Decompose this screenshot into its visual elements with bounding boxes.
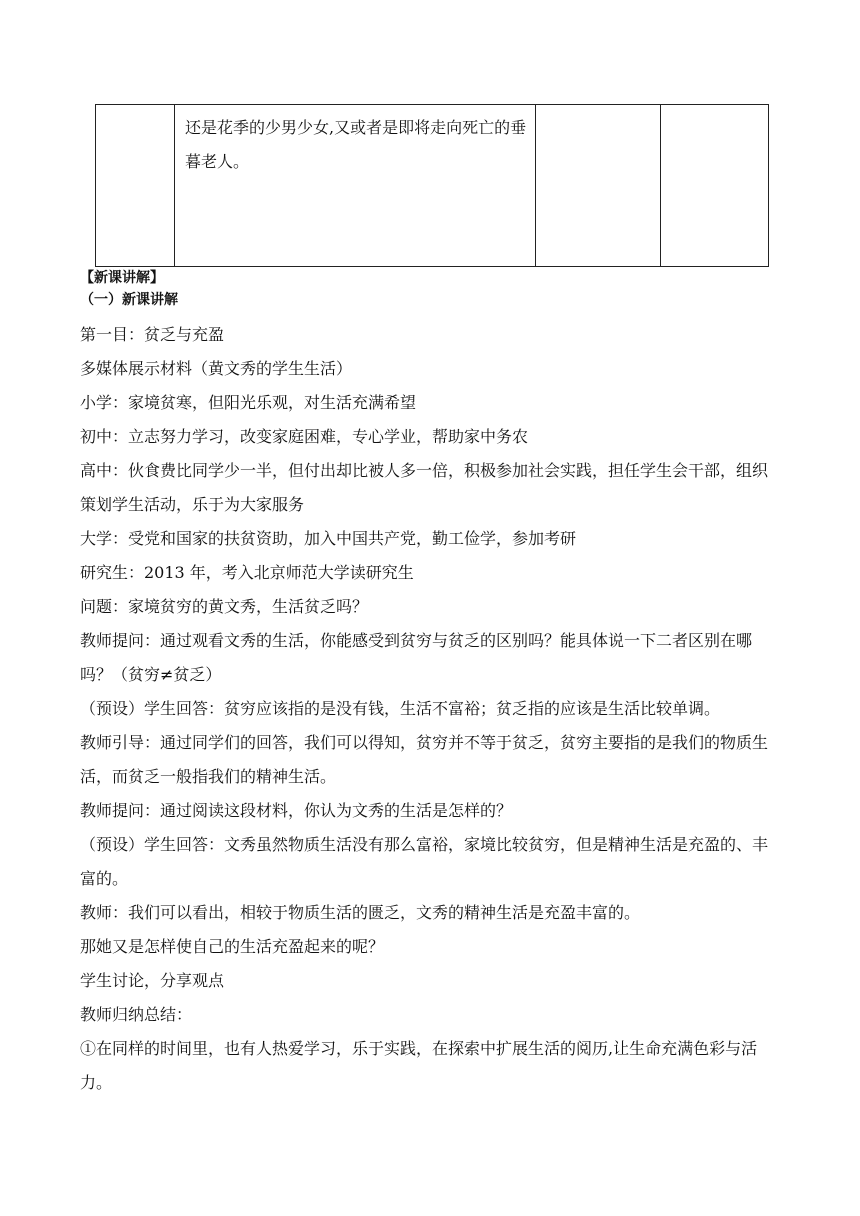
paragraph: 那她又是怎样使自己的生活充盈起来的呢？: [80, 937, 385, 956]
paragraph: 教师引导：通过同学们的回答，我们可以得知，贫穷并不等于贫乏，贫穷主要指的是我们的物质生活，而贫乏一般指我们的精神生活。: [80, 733, 769, 786]
table-cell-empty: [661, 105, 769, 267]
paragraph: 多媒体展示材料（黄文秀的学生生活）: [80, 359, 353, 378]
paragraph: 问题：家境贫穷的黄文秀，生活贫乏吗？: [80, 597, 369, 616]
lesson-body: [80, 318, 780, 1100]
paragraph: （预设）学生回答：文秀虽然物质生活没有那么富裕，家境比较贫穷，但是精神生活是充盈的、丰富的。: [80, 835, 769, 888]
paragraph: 小学：家境贫寒，但阳光乐观，对生活充满希望: [80, 393, 417, 412]
section-header: 【新课讲解】: [80, 270, 164, 286]
table-cell-text: 还是花季的少男少女,又或者是即将走向死亡的垂暮老人。: [185, 118, 527, 171]
paragraph: 研究生：2013 年，考入北京师范大学读研究生: [80, 563, 414, 582]
table-row: [96, 105, 769, 267]
paragraph: 教师提问：通过观看文秀的生活，你能感受到贫穷与贫乏的区别吗？能具体说一下二者区别在哪吗？（贫穷≠贫乏）: [80, 631, 753, 684]
paragraph: 教师归纳总结：: [80, 1005, 193, 1024]
paragraph: （预设）学生回答：贫穷应该指的是没有钱，生活不富裕；贫乏指的应该是生活比较单调。: [80, 699, 721, 718]
paragraph: 第一目：贫乏与充盈: [80, 325, 225, 344]
paragraph: 学生讨论，分享观点: [80, 971, 225, 990]
paragraph: 高中：伙食费比同学少一半，但付出却比被人多一倍，积极参加社会实践，担任学生会干部，组织策划学生活动，乐于为大家服务: [80, 461, 769, 514]
paragraph: 大学：受党和国家的扶贫资助，加入中国共产党，勤工俭学，参加考研: [80, 529, 577, 548]
table-cell-content: [175, 105, 536, 267]
paragraph: ①在同样的时间里，也有人热爱学习，乐于实践，在探索中扩展生活的阅历,让生命充满色彩与活力。: [80, 1039, 758, 1092]
subsection-header: （一）新课讲解: [80, 292, 178, 308]
paragraph: 初中：立志努力学习，改变家庭困难，专心学业，帮助家中务农: [80, 427, 529, 446]
paragraph: 教师提问：通过阅读这段材料，你认为文秀的生活是怎样的？: [80, 801, 513, 820]
table-cell-empty: [96, 105, 175, 267]
lesson-table: [95, 104, 769, 267]
paragraph: 教师：我们可以看出，相较于物质生活的匮乏，文秀的精神生活是充盈丰富的。: [80, 903, 641, 922]
table-cell-empty: [536, 105, 661, 267]
